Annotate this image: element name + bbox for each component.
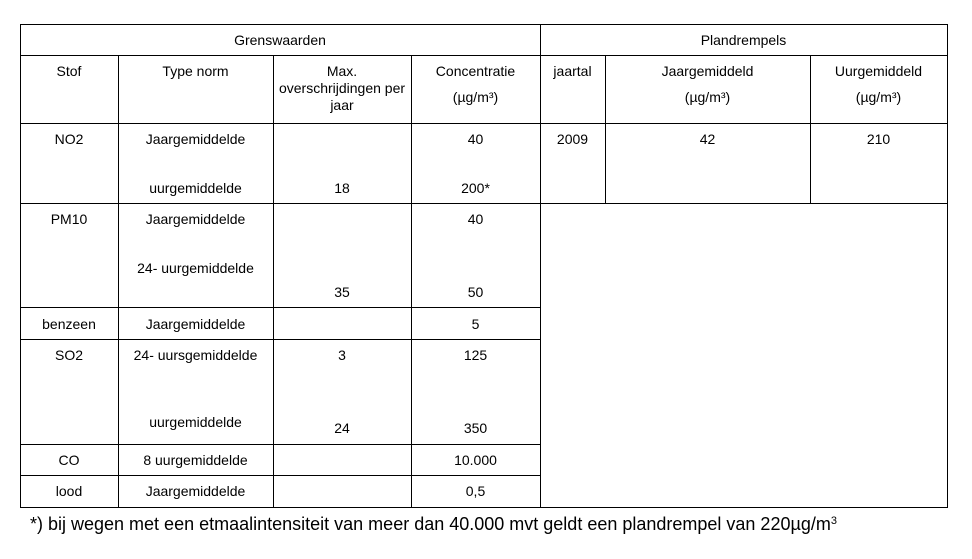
table-cell-type-norm: 8 uurgemiddelde: [143, 452, 248, 468]
grid-line: [20, 507, 948, 508]
table-cell-concentratie: 0,5: [465, 483, 486, 499]
table-cell-concentratie: 200*: [461, 180, 490, 196]
grid-line: [540, 24, 541, 508]
grid-line: [20, 444, 540, 445]
table-cell-type-norm: Jaargemiddelde: [145, 131, 246, 147]
table-cell-max-overschrijdingen: 3: [338, 347, 346, 363]
table-cell-concentratie: 125: [463, 347, 488, 363]
table-cell-max-overschrijdingen: 24: [334, 420, 350, 436]
footnote: [30, 513, 837, 535]
table-cell-stof: benzeen: [42, 316, 96, 332]
column-header-uurgemiddeld-unit: (µg/m³): [855, 89, 902, 105]
table-cell-max-overschrijdingen: 35: [334, 284, 350, 300]
table-cell-type-norm: Jaargemiddelde: [145, 483, 246, 499]
table-cell-concentratie: 40: [467, 211, 484, 227]
table-cell-type-norm: Jaargemiddelde: [145, 316, 246, 332]
grid-line: [20, 339, 540, 340]
column-header-jaargemiddeld: Jaargemiddeld: [661, 63, 754, 79]
grid-line: [20, 24, 21, 508]
column-header-jaargemiddeld-unit: (µg/m³): [684, 89, 731, 105]
table-cell-jaargemiddeld: 42: [699, 131, 716, 147]
grid-line: [411, 55, 412, 508]
grid-line: [947, 24, 948, 508]
table-cell-type-norm: uurgemiddelde: [149, 180, 242, 196]
group-header-plandrempels: Plandrempels: [700, 32, 787, 48]
table-cell-stof: NO2: [54, 131, 84, 147]
table-cell-uurgemiddeld: 210: [866, 131, 891, 147]
column-header-stof: Stof: [56, 63, 82, 79]
table-cell-concentratie: 40: [467, 131, 484, 147]
grid-line: [20, 307, 540, 308]
footnote-superscript: 3: [830, 515, 837, 527]
table-cell-concentratie: 5: [471, 316, 480, 332]
table-cell-max-overschrijdingen: 18: [334, 180, 350, 196]
grid-line: [273, 55, 274, 508]
column-header-max-overschrijdingen: Max. overschrijdingen per jaar: [278, 63, 406, 113]
table-cell-stof: lood: [55, 483, 83, 499]
table-cell-type-norm: 24- uurgemiddelde: [137, 260, 254, 276]
column-header-uurgemiddeld: Uurgemiddeld: [834, 63, 923, 79]
column-header-type-norm: Type norm: [162, 63, 229, 79]
table-cell-stof: PM10: [50, 211, 88, 227]
grid-line: [20, 203, 948, 204]
column-header-jaartal: jaartal: [553, 63, 592, 79]
table-cell-type-norm: 24- uursgemiddelde: [133, 347, 258, 363]
grid-line: [20, 123, 948, 124]
column-header-concentratie-unit: (µg/m³): [452, 89, 499, 105]
footnote-text: *) bij wegen met een etmaalintensiteit van meer dan 40.000 mvt geldt een plandrempel van 220µg/m: [30, 514, 831, 534]
table-cell-stof: SO2: [54, 347, 83, 363]
column-header-concentratie: Concentratie: [435, 63, 516, 79]
table-cell-concentratie: 350: [463, 420, 488, 436]
table-cell-concentratie: 10.000: [454, 452, 497, 468]
grid-line: [20, 55, 948, 56]
table-cell-type-norm: Jaargemiddelde: [145, 211, 246, 227]
grid-line: [20, 24, 948, 25]
group-header-grenswaarden: Grenswaarden: [234, 32, 326, 48]
table-cell-concentratie: 50: [467, 284, 484, 300]
table-cell-type-norm: uurgemiddelde: [149, 414, 242, 430]
grid-line: [20, 475, 540, 476]
grid-line: [118, 55, 119, 508]
table-cell-stof: CO: [58, 452, 80, 468]
table-cell-jaartal: 2009: [556, 131, 589, 147]
